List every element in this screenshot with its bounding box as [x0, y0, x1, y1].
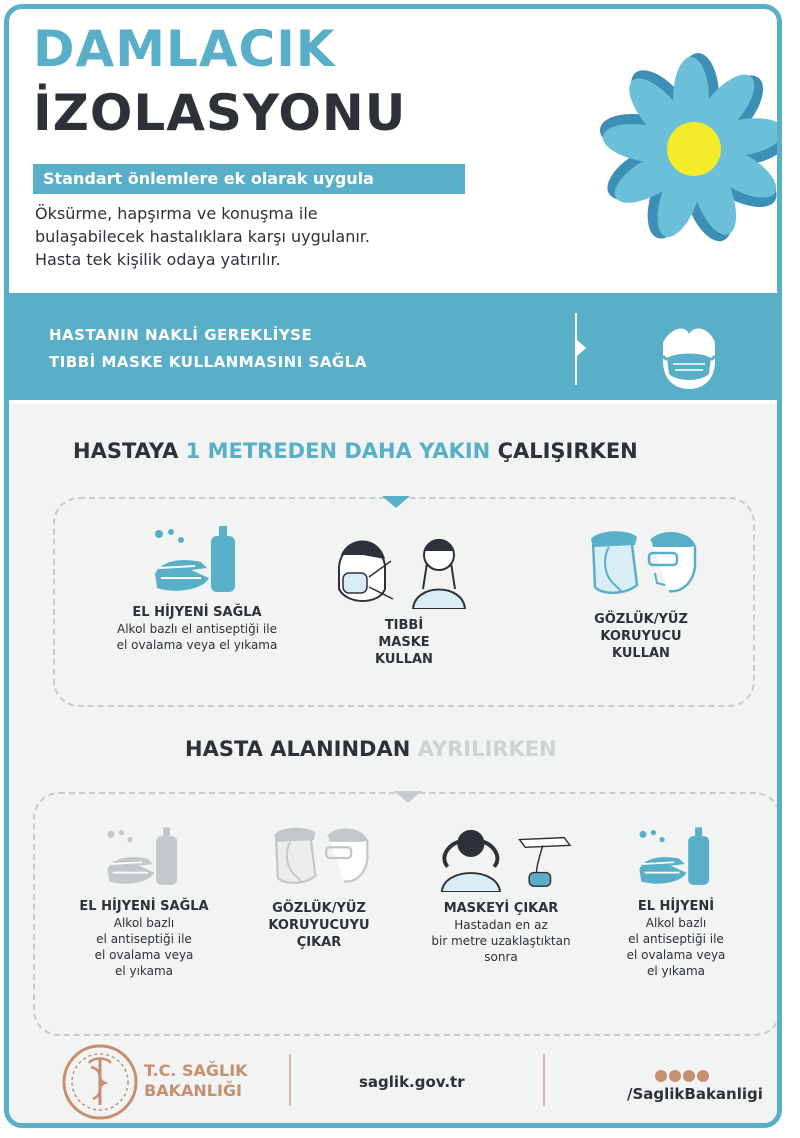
droplet-flower-icon [594, 49, 782, 249]
intro-line-3: Hasta tek kişilik odaya yatırılır. [35, 250, 281, 269]
subtitle: Standart önlemlere ek olarak uygula [43, 169, 374, 188]
facebook-icon[interactable] [655, 1070, 667, 1082]
social-icons [655, 1065, 711, 1084]
leave-item-2-label [244, 900, 394, 951]
close-item-3-label [571, 611, 711, 662]
leave-item-final-hygiene [591, 824, 761, 979]
leave-item-4-desc-1: Alkol bazlı [645, 916, 707, 930]
ministry-line-1: T.C. SAĞLIK [144, 1061, 248, 1080]
intro-line-1: Öksürme, hapşırma ve konuşma ile [35, 204, 318, 223]
leave-item-1-desc-1: Alkol bazlı [113, 916, 175, 930]
close-item-1-label: EL HİJYENİ SAĞLA [132, 605, 262, 620]
leave-item-3-desc-1: Hastadan en az [454, 918, 548, 932]
heading-close-post: ÇALIŞIRKEN [490, 439, 638, 463]
close-item-1-desc-2: el ovalama veya el yıkama [116, 638, 278, 652]
leave-item-4-label: EL HİJYENİ [637, 899, 715, 914]
intro-line-2: bulaşabilecek hastalıklara karşı uygulanır. [35, 227, 370, 246]
hand-wash-icon [151, 524, 243, 596]
medical-mask-icon [329, 529, 479, 609]
leave-item-2-label-3: ÇIKAR [296, 935, 342, 950]
ministry-logo-icon [61, 1043, 139, 1121]
subtitle-band [33, 164, 465, 194]
band-arrow-icon [577, 340, 586, 356]
close-item-3-label-3: KULLAN [612, 646, 670, 661]
mask-removal-icon [428, 824, 574, 892]
heading-leave-pre: HASTA ALANINDAN [185, 737, 418, 761]
transfer-line-2: TIBBİ MASKE KULLANMASINI SAĞLA [49, 353, 367, 371]
face-shield-icon [581, 527, 701, 603]
leave-item-2-label-2: KORUYUCUYU [268, 918, 370, 933]
leave-item-1-label: EL HİJYENİ SAĞLA [79, 899, 209, 914]
heading-close-accent: 1 METREDEN DAHA YAKIN [185, 439, 491, 463]
close-item-2-label-3: KULLAN [375, 652, 433, 667]
close-item-3-label-2: KORUYUCU [600, 629, 682, 644]
ministry-line-2: BAKANLIĞI [144, 1081, 242, 1100]
leave-item-2-label-1: GÖZLÜK/YÜZ [272, 901, 366, 916]
hand-wash-gray-icon [104, 824, 184, 890]
leave-item-4-desc-3: el ovalama veya [626, 948, 726, 962]
poster-frame [4, 4, 782, 1128]
leave-item-hand-hygiene [49, 824, 239, 979]
close-item-1-desc-1: Alkol bazlı el antiseptiği ile [117, 622, 277, 636]
leave-item-3-desc-2: bir metre uzaklaştıktan [431, 934, 571, 948]
leave-item-3-label: MASKEYİ ÇIKAR [443, 901, 559, 916]
leave-item-remove-mask [411, 824, 591, 965]
footer [9, 1039, 777, 1128]
leave-item-4-desc-2: el antiseptiği ile [628, 932, 724, 946]
leave-item-3-desc-3: sonra [484, 950, 518, 964]
youtube-icon[interactable] [669, 1070, 681, 1082]
footer-divider-1 [289, 1054, 291, 1106]
leave-item-4-desc-4: el yıkama [646, 964, 706, 978]
website-link[interactable]: saglik.gov.tr [359, 1073, 465, 1091]
title-line-2: İZOLASYONU [33, 84, 407, 142]
close-item-medical-mask [324, 529, 484, 668]
leave-item-1-desc-4: el yıkama [114, 964, 174, 978]
leave-item-1-desc-3: el ovalama veya [94, 948, 194, 962]
section-heading-leave [185, 737, 557, 761]
intro-text [35, 202, 465, 271]
footer-divider-2 [543, 1054, 545, 1106]
close-item-goggles [571, 527, 711, 662]
close-item-hand-hygiene [87, 524, 307, 653]
title-line-1: DAMLACIK [33, 20, 336, 78]
leave-item-goggles [244, 824, 394, 951]
face-mask-icon [649, 306, 729, 391]
heading-close-pre: HASTAYA [73, 439, 186, 463]
close-item-3-label-1: GÖZLÜK/YÜZ [594, 612, 688, 627]
leave-item-1-desc-2: el antiseptiği ile [96, 932, 192, 946]
transfer-line-1: HASTANIN NAKLİ GEREKLİYSE [49, 326, 313, 344]
face-shield-gray-icon [263, 824, 375, 892]
heading-leave-accent: AYRILIRKEN [417, 737, 557, 761]
notch-down-icon [382, 496, 410, 508]
social-handle: /SaglikBakanligi [627, 1085, 763, 1103]
instagram-icon[interactable] [697, 1070, 709, 1082]
close-item-2-label-2: MASKE [378, 635, 430, 650]
close-item-2-label [324, 617, 484, 668]
hand-wash-final-icon [636, 824, 716, 890]
close-item-2-label-1: TIBBİ [384, 618, 424, 633]
ministry-name [144, 1061, 248, 1101]
section-heading-close [73, 439, 638, 463]
notch-down-gray-icon [394, 791, 422, 803]
twitter-icon[interactable] [683, 1070, 695, 1082]
